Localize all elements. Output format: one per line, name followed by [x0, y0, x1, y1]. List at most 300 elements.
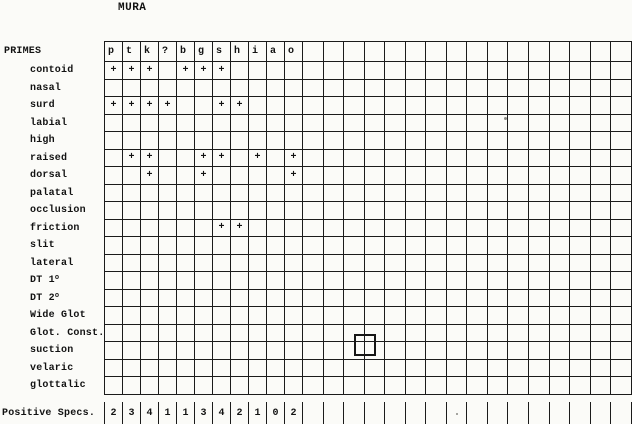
- feature-cell: [488, 167, 509, 185]
- feature-cell: [406, 255, 427, 273]
- feature-cell: [467, 342, 488, 360]
- feature-cell: [426, 255, 447, 273]
- feature-cell: [591, 167, 612, 185]
- feature-cell: [365, 220, 386, 238]
- feature-cell: [303, 237, 324, 255]
- row-label: [0, 80, 104, 98]
- feature-cell: [344, 150, 365, 168]
- feature-cell: [213, 272, 231, 290]
- feature-cell: [467, 80, 488, 98]
- header-cell: k: [141, 42, 159, 62]
- feature-cell: [570, 62, 591, 80]
- feature-cell: [231, 80, 249, 98]
- row-label-text: occlusion: [30, 205, 86, 217]
- feature-cell: [195, 307, 213, 325]
- feature-cell: [195, 132, 213, 150]
- feature-cell: [195, 80, 213, 98]
- feature-cell: [195, 97, 213, 115]
- feature-cell: [385, 150, 406, 168]
- positive-specs-cells: [104, 402, 632, 424]
- header-cell: g: [195, 42, 213, 62]
- feature-cell: [365, 360, 386, 378]
- positive-specs-cell: 4: [213, 402, 231, 424]
- feature-cell: [249, 377, 267, 395]
- feature-cell: [303, 150, 324, 168]
- feature-cell: [406, 132, 427, 150]
- feature-cell: [141, 115, 159, 133]
- feature-cell: [570, 325, 591, 343]
- feature-cell: [141, 290, 159, 308]
- feature-cell: [195, 377, 213, 395]
- feature-cell: [177, 307, 195, 325]
- positive-specs-cell: 1: [249, 402, 267, 424]
- feature-cell: [365, 272, 386, 290]
- feature-cell: [570, 237, 591, 255]
- feature-cell: [570, 272, 591, 290]
- feature-cell: [177, 115, 195, 133]
- feature-cell: [570, 360, 591, 378]
- feature-cell: [141, 185, 159, 203]
- feature-cell: [324, 115, 345, 133]
- feature-cell: [105, 132, 123, 150]
- feature-cell: [591, 115, 612, 133]
- feature-cell: [141, 360, 159, 378]
- feature-cell: [303, 325, 324, 343]
- positive-specs-cell: [426, 402, 447, 424]
- row-cells: [104, 62, 632, 80]
- feature-cell: [550, 255, 571, 273]
- row-cells: [104, 255, 632, 273]
- feature-cell: [177, 325, 195, 343]
- feature-cell: [447, 167, 468, 185]
- row-label-text: suction: [30, 345, 74, 357]
- row-label: [0, 220, 104, 238]
- feature-cell: [550, 360, 571, 378]
- feature-cell: [159, 307, 177, 325]
- feature-cell: +: [105, 62, 123, 80]
- feature-cell: [550, 307, 571, 325]
- feature-cell: [508, 377, 529, 395]
- feature-cell: [508, 220, 529, 238]
- feature-cell: [105, 290, 123, 308]
- feature-cell: [529, 342, 550, 360]
- feature-cell: [550, 150, 571, 168]
- feature-cell: [123, 360, 141, 378]
- feature-cell: [324, 237, 345, 255]
- feature-cell: [249, 62, 267, 80]
- feature-cell: [447, 97, 468, 115]
- feature-cell: [344, 62, 365, 80]
- feature-cell: [611, 360, 632, 378]
- feature-cell: [177, 342, 195, 360]
- feature-cell: [159, 325, 177, 343]
- feature-cell: [231, 307, 249, 325]
- feature-cell: +: [213, 150, 231, 168]
- feature-cell: [591, 342, 612, 360]
- feature-cell: [591, 150, 612, 168]
- table-row: [0, 360, 632, 378]
- positive-specs-cell: 3: [195, 402, 213, 424]
- positive-specs-cell: [591, 402, 612, 424]
- feature-cell: [231, 132, 249, 150]
- feature-cell: [385, 97, 406, 115]
- row-label-text: DT 1: [30, 275, 55, 287]
- positive-specs-cell: [467, 402, 488, 424]
- feature-cell: [267, 272, 285, 290]
- feature-cell: [508, 255, 529, 273]
- feature-cell: [123, 342, 141, 360]
- feature-cell: [385, 325, 406, 343]
- feature-cell: [159, 237, 177, 255]
- feature-cell: [123, 307, 141, 325]
- row-label-text: labial: [30, 117, 68, 129]
- feature-cell: [385, 342, 406, 360]
- table-row: [0, 132, 632, 150]
- row-label: [0, 202, 104, 220]
- feature-cell: +: [123, 62, 141, 80]
- feature-cell: [406, 97, 427, 115]
- feature-cell: [267, 220, 285, 238]
- feature-cell: [591, 255, 612, 273]
- feature-cell: [267, 360, 285, 378]
- feature-cell: [406, 115, 427, 133]
- feature-cell: [447, 62, 468, 80]
- feature-cell: [285, 115, 303, 133]
- feature-cell: [159, 115, 177, 133]
- feature-cell: [488, 307, 509, 325]
- header-cell: [365, 42, 386, 62]
- feature-cell: [467, 115, 488, 133]
- feature-cell: [570, 80, 591, 98]
- feature-cell: [611, 220, 632, 238]
- feature-cell: [529, 290, 550, 308]
- feature-cell: [570, 150, 591, 168]
- feature-cell: [177, 360, 195, 378]
- feature-cell: [249, 237, 267, 255]
- feature-cell: [467, 185, 488, 203]
- positive-specs-cell: [344, 402, 365, 424]
- feature-cell: [303, 132, 324, 150]
- feature-cell: [365, 167, 386, 185]
- feature-cell: [344, 80, 365, 98]
- feature-cell: [141, 220, 159, 238]
- feature-cell: [550, 115, 571, 133]
- feature-cell: [426, 237, 447, 255]
- row-cells: [104, 342, 632, 360]
- feature-cell: [344, 237, 365, 255]
- feature-cell: [447, 237, 468, 255]
- feature-cell: [105, 377, 123, 395]
- feature-cell: [303, 62, 324, 80]
- feature-cell: [177, 80, 195, 98]
- feature-cell: +: [285, 167, 303, 185]
- feature-cell: [141, 237, 159, 255]
- table-row: [0, 272, 632, 290]
- feature-cell: +: [285, 150, 303, 168]
- scan-speck: [456, 413, 458, 415]
- feature-cell: [324, 290, 345, 308]
- feature-cell: [249, 307, 267, 325]
- feature-cell: [267, 255, 285, 273]
- feature-cell: [324, 202, 345, 220]
- feature-cell: [267, 62, 285, 80]
- positive-specs-cell: [406, 402, 427, 424]
- feature-cell: [303, 360, 324, 378]
- feature-cell: [105, 272, 123, 290]
- feature-cell: [570, 307, 591, 325]
- feature-cell: [529, 255, 550, 273]
- feature-cell: [285, 272, 303, 290]
- row-cells: [104, 150, 632, 168]
- feature-cell: [324, 342, 345, 360]
- feature-cell: [611, 62, 632, 80]
- feature-cell: [611, 167, 632, 185]
- feature-cell: [385, 115, 406, 133]
- feature-cell: [213, 185, 231, 203]
- row-cells: [104, 132, 632, 150]
- feature-cell: [426, 80, 447, 98]
- feature-cell: [365, 115, 386, 133]
- feature-cell: +: [195, 62, 213, 80]
- feature-cell: [591, 220, 612, 238]
- feature-cell: [285, 377, 303, 395]
- feature-cell: [591, 80, 612, 98]
- positive-specs-cell: [488, 402, 509, 424]
- feature-cell: [344, 115, 365, 133]
- feature-cell: [231, 377, 249, 395]
- feature-cell: [426, 377, 447, 395]
- feature-cell: [467, 272, 488, 290]
- row-label: [0, 167, 104, 185]
- positive-specs-cell: [324, 402, 345, 424]
- feature-cell: [285, 132, 303, 150]
- feature-cell: [324, 220, 345, 238]
- feature-cell: [467, 360, 488, 378]
- feature-cell: [611, 132, 632, 150]
- row-label: [0, 342, 104, 360]
- row-cells: [104, 377, 632, 395]
- feature-cell: [344, 97, 365, 115]
- feature-cell: [406, 202, 427, 220]
- positive-specs-cell: 1: [177, 402, 195, 424]
- feature-cell: [508, 290, 529, 308]
- feature-cell: [385, 185, 406, 203]
- feature-cell: [385, 132, 406, 150]
- feature-cell: [591, 202, 612, 220]
- feature-cell: [467, 377, 488, 395]
- row-label-superscript: o: [54, 274, 60, 283]
- feature-cell: [344, 255, 365, 273]
- feature-cell: [550, 377, 571, 395]
- positive-specs-cell: 2: [285, 402, 303, 424]
- feature-cell: [365, 237, 386, 255]
- row-label: [0, 325, 104, 343]
- table-header-row: [0, 41, 632, 62]
- header-cell: [447, 42, 468, 62]
- feature-cell: [123, 220, 141, 238]
- feature-cell: [123, 80, 141, 98]
- header-cell: [406, 42, 427, 62]
- feature-cell: [488, 202, 509, 220]
- feature-cell: [508, 62, 529, 80]
- feature-cell: [529, 237, 550, 255]
- feature-cell: [105, 307, 123, 325]
- feature-cell: [123, 377, 141, 395]
- feature-cell: [365, 290, 386, 308]
- feature-cell: [529, 220, 550, 238]
- feature-cell: [285, 325, 303, 343]
- feature-cell: [267, 97, 285, 115]
- feature-cell: [324, 360, 345, 378]
- feature-cell: [365, 97, 386, 115]
- feature-cell: [529, 377, 550, 395]
- row-label: [0, 62, 104, 80]
- feature-cell: [105, 185, 123, 203]
- table-row: [0, 220, 632, 238]
- header-cell: o: [285, 42, 303, 62]
- scan-speck: [504, 117, 507, 120]
- feature-cell: [570, 202, 591, 220]
- row-label: [0, 97, 104, 115]
- feature-cell: [591, 185, 612, 203]
- feature-cell: [550, 202, 571, 220]
- feature-cell: [467, 150, 488, 168]
- feature-cell: [344, 377, 365, 395]
- feature-cell: [324, 167, 345, 185]
- feature-cell: [570, 185, 591, 203]
- row-label: [0, 360, 104, 378]
- feature-cell: [529, 115, 550, 133]
- feature-cell: [570, 255, 591, 273]
- row-label: [0, 115, 104, 133]
- feature-cell: [177, 202, 195, 220]
- feature-cell: [406, 80, 427, 98]
- row-cells: [104, 167, 632, 185]
- feature-cell: [177, 255, 195, 273]
- feature-cell: [611, 115, 632, 133]
- feature-cell: [550, 185, 571, 203]
- feature-cell: [285, 360, 303, 378]
- feature-cell: [365, 342, 386, 360]
- feature-cell: [324, 307, 345, 325]
- feature-cell: [213, 202, 231, 220]
- feature-cell: [406, 150, 427, 168]
- feature-cell: [285, 290, 303, 308]
- row-label-text: nasal: [30, 82, 62, 94]
- header-cell: t: [123, 42, 141, 62]
- feature-cell: [385, 360, 406, 378]
- feature-cell: [249, 290, 267, 308]
- feature-cell: [570, 115, 591, 133]
- page-title: MURA: [118, 2, 147, 14]
- feature-cell: [141, 132, 159, 150]
- feature-cell: [508, 342, 529, 360]
- feature-cell: [550, 220, 571, 238]
- feature-cell: +: [213, 97, 231, 115]
- table-row: [0, 290, 632, 308]
- feature-cell: [365, 202, 386, 220]
- feature-cell: [303, 307, 324, 325]
- feature-cell: [426, 132, 447, 150]
- feature-cell: [447, 80, 468, 98]
- feature-cell: [529, 360, 550, 378]
- feature-cell: [324, 132, 345, 150]
- feature-cell: [426, 62, 447, 80]
- positive-specs-cell: 4: [141, 402, 159, 424]
- feature-cell: [385, 80, 406, 98]
- feature-cell: [159, 167, 177, 185]
- feature-cell: [177, 220, 195, 238]
- feature-cell: [123, 237, 141, 255]
- feature-cell: [447, 272, 468, 290]
- feature-cell: [570, 132, 591, 150]
- feature-cell: [508, 185, 529, 203]
- feature-cell: [105, 360, 123, 378]
- feature-cell: +: [123, 150, 141, 168]
- feature-cell: [213, 307, 231, 325]
- feature-cell: [324, 185, 345, 203]
- feature-cell: [123, 167, 141, 185]
- feature-cell: [406, 220, 427, 238]
- feature-cell: [406, 342, 427, 360]
- feature-cell: [249, 80, 267, 98]
- feature-cell: [406, 272, 427, 290]
- feature-cell: [570, 377, 591, 395]
- feature-cell: [249, 220, 267, 238]
- table-row: [0, 62, 632, 80]
- feature-cell: [365, 255, 386, 273]
- feature-cell: [447, 255, 468, 273]
- header-cell: [344, 42, 365, 62]
- feature-cell: [231, 62, 249, 80]
- feature-cell: [550, 80, 571, 98]
- row-cells: [104, 290, 632, 308]
- feature-cell: [406, 62, 427, 80]
- feature-cell: [344, 325, 365, 343]
- feature-cell: [105, 150, 123, 168]
- feature-cell: [303, 80, 324, 98]
- row-cells: [104, 115, 632, 133]
- feature-cell: [324, 62, 345, 80]
- feature-cell: [447, 377, 468, 395]
- header-cell: [529, 42, 550, 62]
- header-cell: [303, 42, 324, 62]
- feature-cell: [285, 342, 303, 360]
- feature-cell: [231, 185, 249, 203]
- feature-cell: [231, 342, 249, 360]
- feature-cell: [488, 220, 509, 238]
- feature-cell: [195, 342, 213, 360]
- feature-cell: [141, 325, 159, 343]
- feature-cell: [467, 290, 488, 308]
- feature-cell: [406, 237, 427, 255]
- feature-cell: [231, 167, 249, 185]
- row-cells: [104, 237, 632, 255]
- feature-cell: [159, 360, 177, 378]
- feature-cell: +: [231, 97, 249, 115]
- feature-cell: [159, 342, 177, 360]
- positive-specs-cell: 2: [231, 402, 249, 424]
- row-label-text: Wide Glot: [30, 310, 86, 322]
- feature-cell: [447, 325, 468, 343]
- feature-cell: [105, 80, 123, 98]
- row-label: [0, 132, 104, 150]
- feature-cell: [426, 115, 447, 133]
- feature-cell: [141, 307, 159, 325]
- row-label-text: palatal: [30, 187, 74, 199]
- feature-cell: [467, 167, 488, 185]
- feature-cell: [591, 62, 612, 80]
